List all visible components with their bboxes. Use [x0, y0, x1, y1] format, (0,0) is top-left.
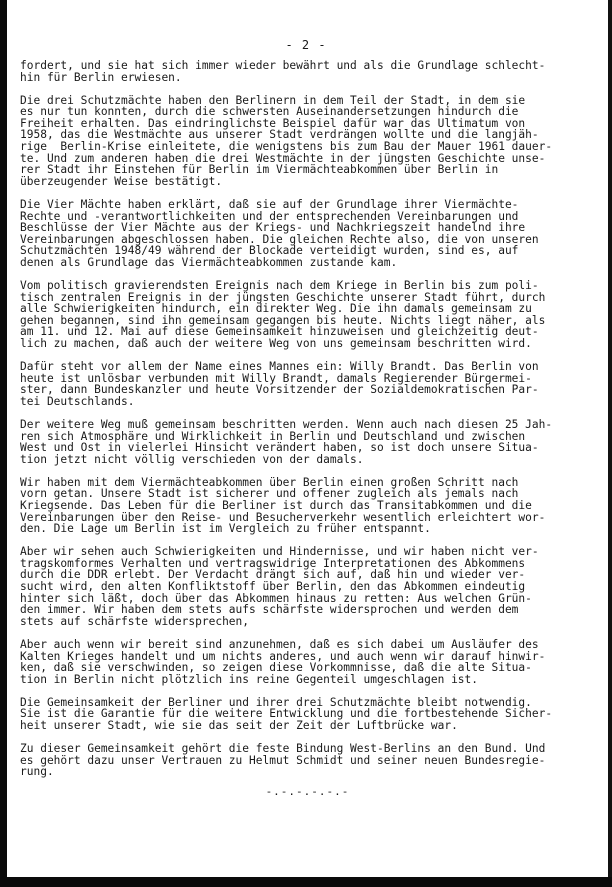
- paragraph: Vom politisch gravierendsten Ereignis nach dem Kriege in Berlin bis zum poli- tisch zentralen Ereignis in der jüngsten Geschichte unserer Stadt führt, durch alle Schwierigkeiten hindurch, ein direkter Weg. Die ihn damals gemeinsam zu gehen begannen, sind ihn gemeinsam gegangen bis heute. Nichts liegt näher, als am 11. und 12. Mai auf diese Gemeinsamkeit hinzuweisen und gleichzeitig deut- lich zu machen, daß auch der weitere Weg von uns gemeinsam beschritten wird.: [20, 279, 546, 350]
- paragraph: Zu dieser Gemeinsamkeit gehört die feste Bindung West-Berlins an den Bund. Und es gehört dazu unser Vertrauen zu Helmut Schmidt und seiner neuen Bundesregie- rung.: [20, 742, 546, 779]
- paragraph: Dafür steht vor allem der Name eines Mannes ein: Willy Brandt. Das Berlin von heute ist unlösbar verbunden mit Willy Brandt, damals Regierender Bürgermei- ster, dann Bundeskanzler und heute Vorsitzender der Sozialdemokratischen Par- tei Deutschlands.: [20, 360, 539, 408]
- closing-mark: -.-.-.-.-.-: [265, 785, 350, 799]
- paragraph: Aber wir sehen auch Schwierigkeiten und Hindernisse, und wir haben nicht ver- tragskomformes Verhalten und vertragswidrige Interpretationen des Abkommens durch die DDR erlebt. Der Verdacht drängt sich auf, daß hin und wieder ver- sucht wird, den alten Konfliktstoff über Berlin, den das Abkommen eindeutig hinter sich läßt, doch über das Abkommen hinaus zu retten: Aus welchen Grün- den immer. Wir haben dem stets aufs schärfste widersprochen und werden dem stets auf schärfste widersprechen,: [20, 545, 539, 628]
- scan-border-left: [0, 0, 7, 887]
- paragraph: Die drei Schutzmächte haben den Berlinern in dem Teil der Stadt, in dem sie es nur tun konnten, durch die schwersten Auseinandersetzungen hindurch die Freiheit erhalten. Das eindringlichste Beispiel dafür war das Ultimatum von 1958, das die Westmächte aus unserer Stadt verdrängen wollte und die langjäh- rige Berlin-Krise einleitete, die wenigstens bis zum Bau der Mauer 1961 dauer- te. Und zum anderen haben die drei Westmächte in der jüngsten Geschichte unse- rer Stadt ihr Einstehen für Berlin im Viermächteabkommen über Berlin in überzeugender Weise bestätigt.: [20, 93, 553, 188]
- paragraph: Der weitere Weg muß gemeinsam beschritten werden. Wenn auch nach diesen 25 Jah- ren sich Atmosphäre und Wirklichkeit in Berlin und Deutschland und zwischen West und Ost in vielerlei Hinsicht verändert haben, so ist doch unsere Situa- tion jetzt nicht völlig verschieden von der damals.: [20, 417, 553, 466]
- paragraph: fordert, und sie hat sich immer wieder bewährt und als die Grundlage schlecht- hin für Berlin erwiesen.: [20, 59, 546, 84]
- scan-border-bottom: [0, 877, 612, 887]
- paragraph: Die Gemeinsamkeit der Berliner und ihrer drei Schutzmächte bleibt notwendig. Sie ist die Garantie für die weitere Entwicklung und die fortbestehende Sicher- heit unserer Stadt, wie sie das seit der Zeit der Luftbrücke war.: [20, 695, 553, 732]
- paragraph: Wir haben mit dem Viermächteabkommen über Berlin einen großen Schritt nach vorn getan. Unsere Stadt ist sicherer und offener zugleich als jemals nach Kriegsende. Das Leben für die Berliner ist durch das Transitabkommen und die Vereinbarungen über den Reise- und Besucherverkehr wesentlich erleichtert wor- den. Die Lage um Berlin ist im Vergleich zu früher entspannt.: [20, 475, 546, 536]
- paragraph: Die Vier Mächte haben erklärt, daß sie auf der Grundlage ihrer Viermächte- Rechte und -verantwortlichkeiten und der entsprechenden Vereinbarungen und Beschlüsse der Vier Mächte aus der Kriegs- und Nachkriegszeit handelnd ihre Vereinbarungen abgeschlossen haben. Die gleichen Rechte also, die von unseren Schutzmächten 1948/49 während der Blockade verteidigt wurden, sind es, auf denen als Grundlage das Viermächteabkommen zustande kam.: [20, 197, 539, 269]
- paragraph: Aber auch wenn wir bereit sind anzunehmen, daß es sich dabei um Ausläufer des Kalten Krieges handelt und um nichts anderes, und auch wenn wir darauf hinwir- ken, daß sie verschwinden, so zeigen diese Vorkommnisse, daß die alte Situa- tion in Berlin nicht plötzlich ins reine Gegenteil umgeschlagen ist.: [20, 637, 546, 686]
- page-number: - 2 -: [285, 38, 327, 52]
- document-body: [20, 60, 595, 798]
- scan-border-right: [608, 0, 612, 887]
